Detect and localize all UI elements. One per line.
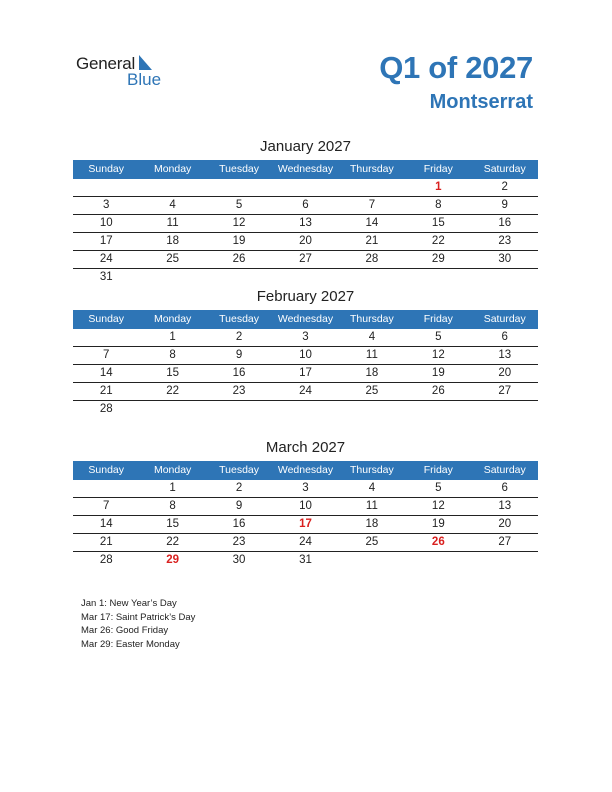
day-cell: 14 <box>365 217 379 229</box>
day-cell: 27 <box>498 385 512 397</box>
weekday-label: Wednesday <box>277 464 334 476</box>
page-title: Q1 of 2027 <box>379 50 533 85</box>
logo-general-text: General <box>76 54 136 73</box>
day-cell: 20 <box>498 518 512 530</box>
day-cell: 30 <box>498 253 512 265</box>
month-march <box>73 438 538 569</box>
weekday-label: Friday <box>423 163 453 175</box>
day-cell: 27 <box>498 536 512 548</box>
day-cell: 12 <box>232 217 246 229</box>
week-row <box>73 179 538 197</box>
day-cell: 22 <box>166 385 180 397</box>
day-cell: 30 <box>232 554 246 566</box>
day-cell <box>472 401 538 418</box>
day-cell <box>405 552 471 569</box>
day-cell: 23 <box>232 536 246 548</box>
holiday-notes <box>81 597 195 651</box>
day-cell <box>73 329 139 346</box>
month-title: February 2027 <box>256 288 355 305</box>
day-cell: 10 <box>299 500 312 512</box>
day-cell: 4 <box>169 199 176 211</box>
day-cell: 28 <box>99 554 113 566</box>
weekday-label: Wednesday <box>277 313 334 325</box>
weekday-label: Tuesday <box>219 313 259 325</box>
day-cell: 20 <box>498 367 512 379</box>
weekday-label: Monday <box>153 464 192 476</box>
week-row <box>73 480 538 498</box>
day-cell: 18 <box>365 518 379 530</box>
day-cell: 25 <box>365 385 379 397</box>
day-cell: 22 <box>431 235 445 247</box>
day-cell: 6 <box>501 331 508 343</box>
day-cell: 10 <box>299 349 312 361</box>
weekday-header <box>73 160 538 179</box>
day-cell: 31 <box>99 271 113 283</box>
holiday-note: Jan 1: New Year’s Day <box>81 598 177 609</box>
day-cell: 25 <box>166 253 180 265</box>
day-cell: 21 <box>99 536 113 548</box>
day-cell: 11 <box>365 349 378 361</box>
day-cell: 16 <box>232 518 246 530</box>
logo-blue-text: Blue <box>127 70 162 89</box>
weekday-label: Thursday <box>350 163 394 175</box>
month-january <box>73 137 538 286</box>
logo-triangle-icon <box>139 55 153 71</box>
day-cell: 8 <box>435 199 442 211</box>
weekday-label: Sunday <box>88 163 125 175</box>
day-cell: 12 <box>431 349 445 361</box>
day-cell: 13 <box>498 500 512 512</box>
week-row <box>73 269 538 286</box>
week-row <box>73 197 538 215</box>
day-cell <box>206 401 272 418</box>
day-cell: 1 <box>169 482 176 494</box>
day-cell: 5 <box>435 482 442 494</box>
weekday-label: Saturday <box>483 313 526 325</box>
day-cell <box>206 179 272 196</box>
day-cell: 9 <box>235 349 243 361</box>
day-cell: 17 <box>299 367 312 379</box>
day-cell: 5 <box>435 331 442 343</box>
day-cell: 6 <box>501 482 508 494</box>
weekday-label: Friday <box>423 313 453 325</box>
day-cell: 28 <box>365 253 379 265</box>
day-cell: 4 <box>368 331 376 343</box>
day-cell: 2 <box>501 181 508 193</box>
day-cell: 13 <box>299 217 312 229</box>
day-cell <box>73 179 139 196</box>
day-cell: 24 <box>99 253 113 265</box>
day-cell: 26 <box>431 536 445 548</box>
day-cell: 4 <box>368 482 376 494</box>
day-cell: 19 <box>431 367 445 379</box>
week-row <box>73 365 538 383</box>
day-cell <box>339 269 405 286</box>
day-cell: 6 <box>302 199 309 211</box>
weekday-label: Tuesday <box>219 163 259 175</box>
weekday-label: Saturday <box>483 163 526 175</box>
day-cell <box>339 401 405 418</box>
day-cell: 12 <box>431 500 445 512</box>
month-title: January 2027 <box>260 138 351 155</box>
day-cell: 8 <box>169 349 176 361</box>
day-cell: 29 <box>431 253 445 265</box>
day-cell: 5 <box>235 199 243 211</box>
day-cell <box>139 401 205 418</box>
day-cell: 22 <box>166 536 180 548</box>
day-cell: 7 <box>368 199 376 211</box>
day-cell: 9 <box>501 199 508 211</box>
day-cell: 14 <box>99 367 113 379</box>
day-cell: 10 <box>99 217 113 229</box>
day-cell: 23 <box>232 385 246 397</box>
day-cell <box>339 179 405 196</box>
day-cell: 18 <box>166 235 180 247</box>
weekday-header <box>73 461 538 480</box>
day-cell: 15 <box>431 217 445 229</box>
day-cell <box>472 269 538 286</box>
day-cell <box>405 269 471 286</box>
day-cell: 28 <box>99 403 113 415</box>
week-row <box>73 401 538 418</box>
weekday-label: Saturday <box>483 464 526 476</box>
week-row <box>73 233 538 251</box>
day-cell: 19 <box>232 235 246 247</box>
week-row <box>73 498 538 516</box>
day-cell: 3 <box>302 482 309 494</box>
weekday-label: Thursday <box>350 464 394 476</box>
week-row <box>73 251 538 269</box>
day-cell <box>272 401 338 418</box>
weekday-label: Monday <box>153 313 192 325</box>
day-cell: 31 <box>299 554 312 566</box>
day-cell <box>206 269 272 286</box>
day-cell: 9 <box>235 500 243 512</box>
day-cell: 14 <box>99 518 113 530</box>
brand-logo <box>76 52 186 92</box>
day-cell: 26 <box>232 253 246 265</box>
day-cell: 17 <box>299 518 312 530</box>
day-cell: 2 <box>235 482 243 494</box>
weekday-label: Sunday <box>88 313 125 325</box>
day-cell: 15 <box>166 518 180 530</box>
day-cell: 21 <box>99 385 113 397</box>
month-title: March 2027 <box>265 439 346 456</box>
day-cell <box>472 552 538 569</box>
month-february <box>73 287 538 418</box>
day-cell: 2 <box>235 331 243 343</box>
holiday-note: Mar 26: Good Friday <box>81 625 169 636</box>
day-cell: 16 <box>498 217 512 229</box>
day-cell: 7 <box>103 349 110 361</box>
weekday-label: Monday <box>153 163 192 175</box>
day-cell <box>139 179 205 196</box>
day-cell: 26 <box>431 385 445 397</box>
day-cell: 13 <box>498 349 512 361</box>
day-cell <box>73 480 139 497</box>
weekday-label: Friday <box>423 464 453 476</box>
day-cell: 1 <box>435 181 442 193</box>
week-row <box>73 215 538 233</box>
week-row <box>73 534 538 552</box>
day-cell: 11 <box>365 500 378 512</box>
day-cell <box>405 401 471 418</box>
day-cell: 29 <box>166 554 180 566</box>
weekday-label: Sunday <box>88 464 125 476</box>
weekday-label: Wednesday <box>277 163 334 175</box>
day-cell <box>272 269 338 286</box>
week-row <box>73 516 538 534</box>
weekday-label: Tuesday <box>219 464 259 476</box>
week-row <box>73 329 538 347</box>
day-cell: 11 <box>166 217 179 229</box>
day-cell: 27 <box>299 253 312 265</box>
day-cell: 24 <box>299 385 312 397</box>
day-cell: 20 <box>299 235 312 247</box>
day-cell: 3 <box>103 199 110 211</box>
week-row <box>73 383 538 401</box>
day-cell: 8 <box>169 500 176 512</box>
day-cell: 23 <box>498 235 512 247</box>
day-cell <box>139 269 205 286</box>
day-cell: 21 <box>365 235 379 247</box>
day-cell: 7 <box>103 500 110 512</box>
day-cell: 25 <box>365 536 379 548</box>
weekday-header <box>73 310 538 329</box>
country-name: Montserrat <box>429 91 533 113</box>
day-cell: 1 <box>169 331 176 343</box>
day-cell: 24 <box>299 536 312 548</box>
day-cell: 3 <box>302 331 309 343</box>
day-cell: 18 <box>365 367 379 379</box>
week-row <box>73 552 538 569</box>
holiday-note: Mar 17: Saint Patrick’s Day <box>81 611 196 623</box>
day-cell <box>339 552 405 569</box>
day-cell <box>272 179 338 196</box>
week-row <box>73 347 538 365</box>
day-cell: 15 <box>166 367 180 379</box>
weekday-label: Thursday <box>350 313 394 325</box>
holiday-note: Mar 29: Easter Monday <box>81 638 180 650</box>
day-cell: 19 <box>431 518 445 530</box>
day-cell: 17 <box>99 235 113 247</box>
day-cell: 16 <box>232 367 246 379</box>
